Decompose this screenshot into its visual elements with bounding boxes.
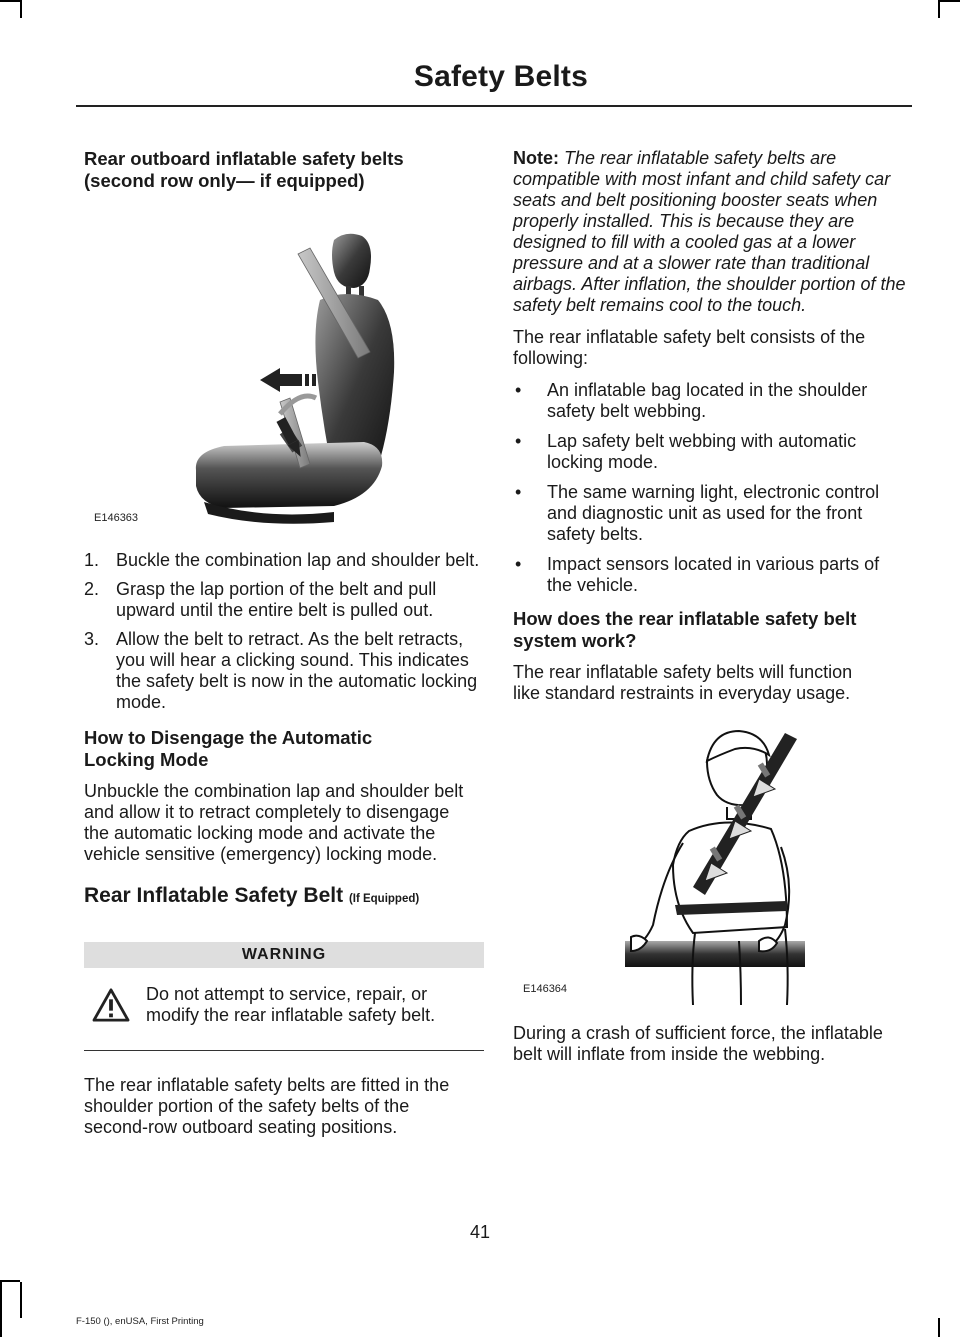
section-title-suffix: (If Equipped): [348, 893, 420, 905]
list-item: 3. Allow the belt to retract. As the belt retracts, you will hear a clicking sound. This indicates the safety belt is now in the automatic locking mode.: [84, 629, 478, 712]
crop-mark: [0, 0, 20, 2]
header-divider: [76, 105, 912, 107]
warning-triangle-icon: [92, 988, 130, 1022]
crop-mark: [20, 0, 22, 18]
right-column: [513, 148, 909, 1076]
crop-mark: [940, 0, 960, 2]
consists-text: The rear inflatable safety belt consists of the following:: [513, 327, 866, 368]
child-illustration: [513, 715, 909, 1007]
fitted-text: The rear inflatable safety belts are fitted in the shoulder portion of the safety belts of the second-row outboard seating positions.: [84, 1075, 450, 1137]
inflatable-belt-figure: [513, 715, 909, 1007]
list-item: 2. Grasp the lap portion of the belt and pull upward until the entire belt is pulled out.: [84, 579, 437, 620]
seat-illustration: [84, 202, 484, 532]
how-text: The rear inflatable safety belts will function like standard restraints in everyday usage.: [513, 662, 853, 703]
list-item: • An inflatable bag located in the shoulder safety belt webbing.: [515, 380, 868, 421]
seat-belt-figure: [84, 202, 484, 532]
section-title: [84, 883, 464, 912]
crop-mark: [938, 0, 940, 18]
disengage-text: Unbuckle the combination lap and shoulder belt and allow it to retract completely to disengage the automatic locking mode and activate the vehicle sensitive (emergency) locking mode.: [84, 781, 464, 864]
left-column: [84, 148, 484, 1149]
note-label: Note:: [513, 148, 559, 168]
warning-box: [84, 984, 484, 1034]
list-item: 1. Buckle the combination lap and shoulder belt.: [84, 550, 480, 570]
how-heading: How does the rear inflatable safety belt system work?: [513, 608, 857, 651]
warning-text: Do not attempt to service, repair, or modify the rear inflatable safety belt.: [146, 984, 436, 1025]
edition-footer: F-150 (), enUSA, First Printing: [76, 1316, 204, 1327]
disengage-heading: How to Disengage the Automatic Locking Mode: [84, 727, 373, 770]
crop-mark: [20, 1282, 22, 1318]
note-text: The rear inflatable safety belts are compatible with most infant and child safety car seats and belt positioning booster seats when properly installed. This is because they are designed to fill with a cooled gas at a lower pressure and at a slower rate than traditional airbags. After inflation, the shoulder portion of the safety belt remains cool to the touch.: [513, 148, 906, 315]
crop-mark: [0, 1280, 2, 1337]
note-paragraph: [513, 148, 909, 316]
section-heading-outboard: Rear outboard inflatable safety belts (second row only— if equipped): [84, 148, 404, 191]
step-list: [84, 550, 484, 713]
warning-label: WARNING: [84, 942, 484, 968]
list-item: • The same warning light, electronic control and diagnostic unit as used for the front safety belts.: [515, 482, 880, 544]
figure-code: E146364: [523, 983, 568, 995]
figure-code: E146363: [94, 512, 139, 524]
crash-text: During a crash of sufficient force, the inflatable belt will inflate from inside the webbing.: [513, 1023, 883, 1064]
page-number: 41: [469, 1222, 491, 1242]
section-title-text: Rear Inflatable Safety Belt: [84, 884, 344, 907]
warning-divider: [84, 1050, 484, 1051]
crop-mark: [938, 1318, 940, 1337]
component-list: [513, 380, 909, 596]
crop-mark: [0, 1280, 20, 1282]
page-title: Safety Belts: [413, 60, 588, 93]
list-item: • Lap safety belt webbing with automatic locking mode.: [515, 431, 857, 472]
list-item: • Impact sensors located in various parts of the vehicle.: [515, 554, 880, 595]
